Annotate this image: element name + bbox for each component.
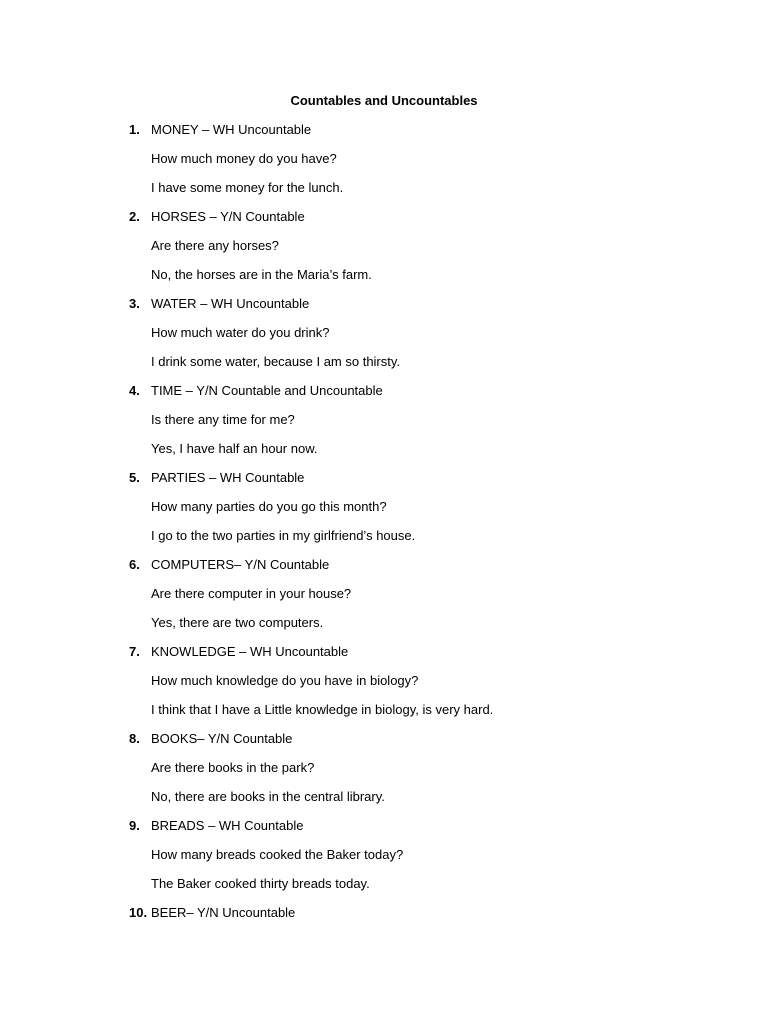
- list-item: [129, 382, 689, 469]
- page-title: Countables and Uncountables: [290, 93, 478, 108]
- item-heading: BOOKS– Y/N Countable: [151, 731, 293, 746]
- list-item: [129, 556, 689, 643]
- item-heading: MONEY – WH Uncountable: [151, 122, 312, 137]
- item-number: 5.: [129, 470, 140, 485]
- example-answer: I drink some water, because I am so thirsty.: [151, 354, 401, 369]
- item-heading: KNOWLEDGE – WH Uncountable: [151, 644, 349, 659]
- example-question: Are there any horses?: [151, 238, 279, 253]
- item-number: 8.: [129, 731, 140, 746]
- example-answer: No, there are books in the central library.: [151, 789, 385, 804]
- example-question: How much money do you have?: [151, 151, 337, 166]
- example-question: Are there computer in your house?: [151, 586, 352, 601]
- item-heading: HORSES – Y/N Countable: [151, 209, 305, 224]
- example-question: Are there books in the park?: [151, 760, 315, 775]
- example-answer: Yes, there are two computers.: [151, 615, 324, 630]
- example-answer: Yes, I have half an hour now.: [151, 441, 318, 456]
- example-question: How many breads cooked the Baker today?: [151, 847, 404, 862]
- item-heading: TIME – Y/N Countable and Uncountable: [151, 383, 383, 398]
- example-question: Is there any time for me?: [151, 412, 295, 427]
- list-item: [129, 295, 689, 382]
- example-answer: I go to the two parties in my girlfriend’s house.: [151, 528, 416, 543]
- list-item: [129, 643, 689, 730]
- example-question: How much water do you drink?: [151, 325, 330, 340]
- item-number: 10.: [129, 905, 148, 920]
- item-heading: BEER– Y/N Uncountable: [151, 905, 296, 920]
- list-item: [129, 817, 689, 904]
- example-answer: I have some money for the lunch.: [151, 180, 344, 195]
- list-item: [129, 904, 689, 933]
- item-number: 9.: [129, 818, 140, 833]
- list-item: [129, 121, 689, 208]
- list-item: [129, 208, 689, 295]
- list-item: [129, 730, 689, 817]
- example-question: How many parties do you go this month?: [151, 499, 387, 514]
- item-number: 7.: [129, 644, 140, 659]
- item-heading: PARTIES – WH Countable: [151, 470, 305, 485]
- example-answer: No, the horses are in the Maria’s farm.: [151, 267, 372, 282]
- item-number: 1.: [129, 122, 140, 137]
- exercise-list: [129, 121, 689, 933]
- item-number: 4.: [129, 383, 140, 398]
- item-number: 6.: [129, 557, 140, 572]
- item-number: 3.: [129, 296, 140, 311]
- example-question: How much knowledge do you have in biology?: [151, 673, 419, 688]
- item-heading: WATER – WH Uncountable: [151, 296, 310, 311]
- example-answer: The Baker cooked thirty breads today.: [151, 876, 370, 891]
- example-answer: I think that I have a Little knowledge in biology, is very hard.: [151, 702, 494, 717]
- item-number: 2.: [129, 209, 140, 224]
- item-heading: COMPUTERS– Y/N Countable: [151, 557, 330, 572]
- list-item: [129, 469, 689, 556]
- item-heading: BREADS – WH Countable: [151, 818, 304, 833]
